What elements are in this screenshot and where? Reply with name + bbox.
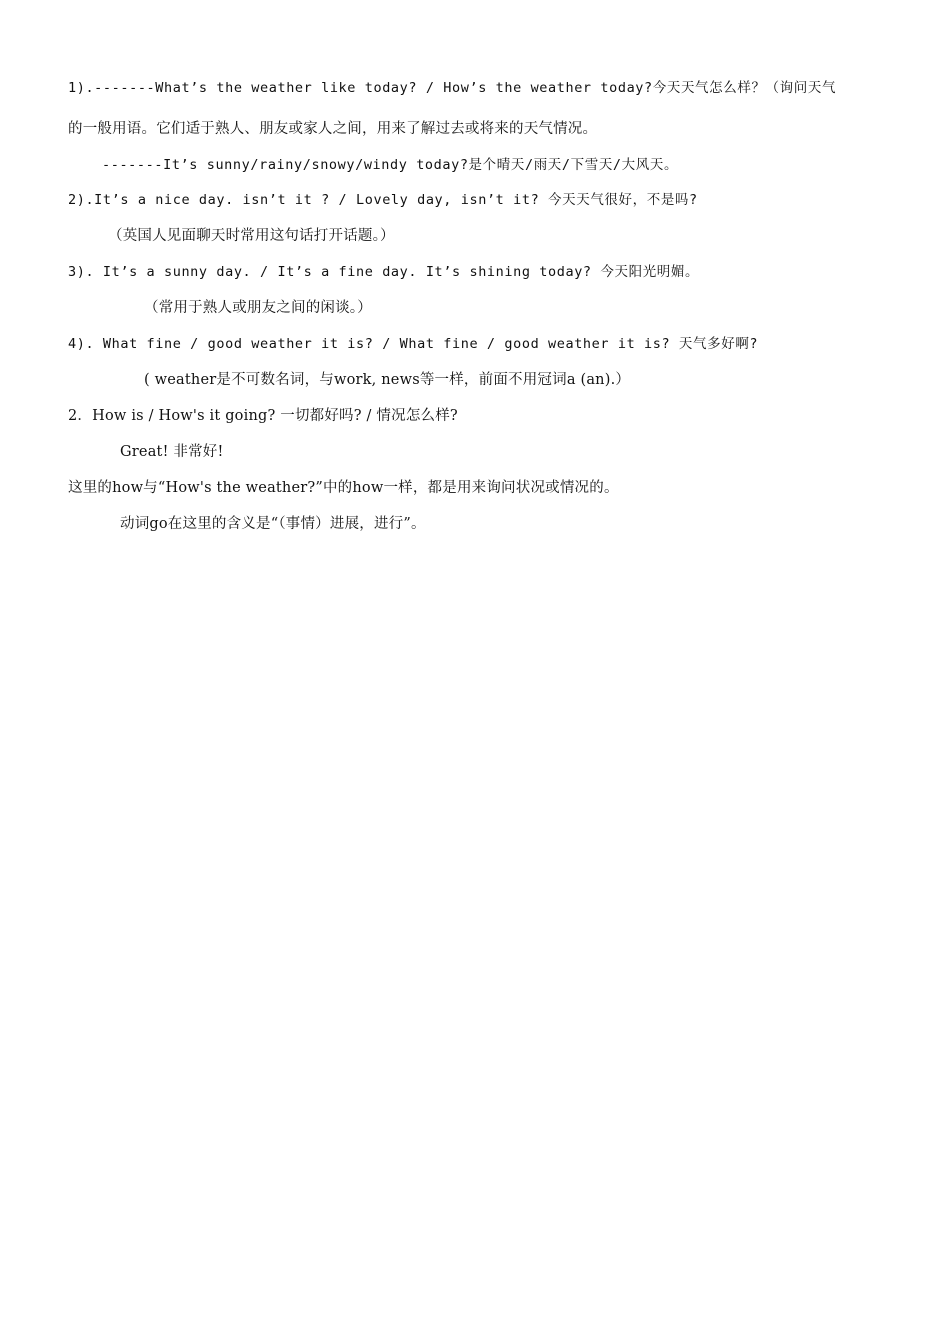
text-line-2: 的一般用语。它们适于熟人、朋友或家人之间，用来了解过去或将来的天气情况。 bbox=[68, 121, 598, 137]
text-line-6: 3). It’s a sunny day. / It’s a fine day. It’s shining today? 今天阳光明媚。 bbox=[68, 264, 700, 280]
text-line-11: Great! 非常好! bbox=[120, 444, 224, 460]
text-line-8: 4). What fine / good weather it is? / What fine / good weather it is? 天气多好啊? bbox=[68, 336, 759, 352]
text-line-13: 动词go在这里的含义是“（事情）进展，进行”。 bbox=[120, 516, 426, 532]
text-line-7: （常用于熟人或朋友之间的闲谈。） bbox=[144, 300, 372, 316]
text-line-3: -------It’s sunny/rainy/snowy/windy today?是个晴天/雨天/下雪天/大风天。 bbox=[102, 157, 679, 173]
text-line-12: 这里的how与“How's the weather?”中的how一样，都是用来询问状况或情况的。 bbox=[68, 480, 619, 496]
text-line-10: 2．How is / How's it going? 一切都好吗? / 情况怎么样? bbox=[68, 408, 458, 424]
text-line-5: （英国人见面聊天时常用这句话打开话题。） bbox=[108, 228, 395, 244]
text-line-1: 1).-------What’s the weather like today? / How’s the weather today?今天天气怎么样？（询问天气 bbox=[68, 80, 837, 96]
text-line-4: 2).It’s a nice day. isn’t it ? / Lovely day, isn’t it? 今天天气很好，不是吗? bbox=[68, 192, 698, 208]
text-line-9: ( weather是不可数名词，与work, news等一样，前面不用冠词a (an).） bbox=[144, 372, 631, 388]
